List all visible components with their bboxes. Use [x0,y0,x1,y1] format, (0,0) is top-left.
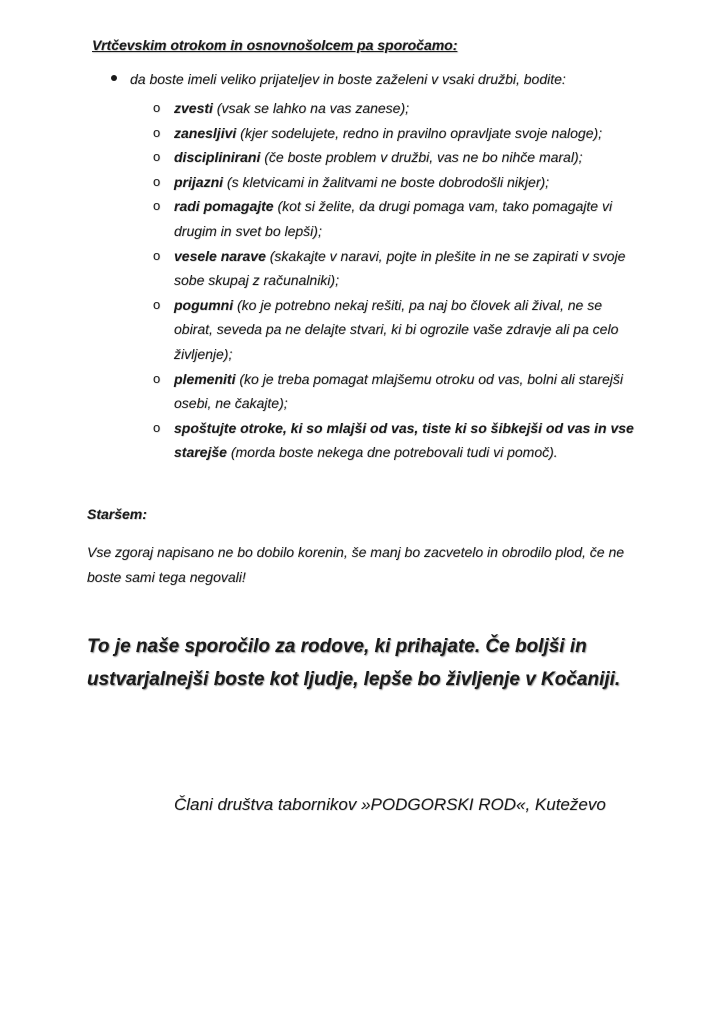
quality-desc: (kot si želite, da drugi pomaga vam, tako pomagajte vi drugim in svet bo lepši); [174,198,613,239]
quality-term: spoštujte otroke, ki so mlajši od vas, tiste ki so šibkejši od vas in vse starejše [174,419,634,461]
intro-bullet [111,71,566,87]
quality-desc: (vsak se lahko na vas zanese); [212,100,410,116]
quality-term: disciplinirani [174,149,261,166]
quality-term: plemeniti [174,370,236,387]
quality-term: zvesti [174,100,213,116]
bullet-dot-icon [111,75,117,81]
intro-bullet-text: da boste imeli veliko prijateljev in boste zaželeni v vsaki družbi, bodite: [130,71,566,87]
circle-bullet-icon: o [153,296,161,312]
circle-bullet-icon: o [153,124,161,140]
main-message: To je naše sporočilo za rodove, ki prihajate. Če boljši in ustvarjalnejši boste kot ljudje, lepše bo življenje v Kočaniji. [87,636,621,690]
quality-desc: (ko je treba pomagat mlajšemu otroku od vas, bolni ali starejši osebi, ne čakajte); [174,370,623,412]
list-item [153,293,643,367]
circle-bullet-icon: o [153,149,161,165]
list-item [153,170,643,195]
parents-heading: Staršem: [87,506,147,522]
list-item [153,194,643,243]
circle-bullet-icon: o [153,198,161,214]
circle-bullet-icon: o [153,173,161,189]
quality-desc: (kjer sodelujete, redno in pravilno opravljate svoje naloge); [236,124,603,141]
list-item [153,416,643,465]
quality-desc: (če boste problem v družbi, vas ne bo nihče maral); [260,149,583,166]
circle-bullet-icon: o [153,370,161,386]
quality-desc: (s kletvicami in žalitvami ne boste dobrodošli nikjer); [223,173,550,190]
quality-desc: (skakajte v naravi, pojte in plešite in ne se zapirati v svoje sobe skupaj z računalniki); [174,247,626,289]
signature: Člani društva tabornikov »PODGORSKI ROD«, Kuteževo [174,795,606,814]
intro-heading: Vrtčevskim otrokom in osnovnošolcem pa sporočamo: [92,37,458,53]
quality-desc: (morda boste nekega dne potrebovali tudi vi pomoč). [226,444,558,461]
circle-bullet-icon: o [153,419,161,435]
list-item [153,145,643,170]
qualities-list [153,96,643,465]
quality-term: prijazni [174,173,224,190]
quality-term: pogumni [174,296,234,313]
quality-desc: (ko je potrebno nekaj rešiti, pa naj bo človek ali žival, ne se obirat, seveda pa ne delajte stvari, ki bi ogrozile vaše zdravje ali pa celo življenje); [174,296,619,362]
parents-paragraph: Vse zgoraj napisano ne bo dobilo korenin, še manj bo zacvetelo in obrodilo plod, če ne boste sami tega negovali! [87,544,625,585]
quality-term: vesele narave [174,247,266,264]
list-item [153,244,643,293]
quality-term: zanesljivi [174,124,237,141]
circle-bullet-icon: o [153,100,161,115]
list-item [153,367,643,416]
list-item [153,96,643,121]
circle-bullet-icon: o [153,247,161,263]
list-item [153,121,643,146]
quality-term: radi pomagajte [174,198,274,215]
